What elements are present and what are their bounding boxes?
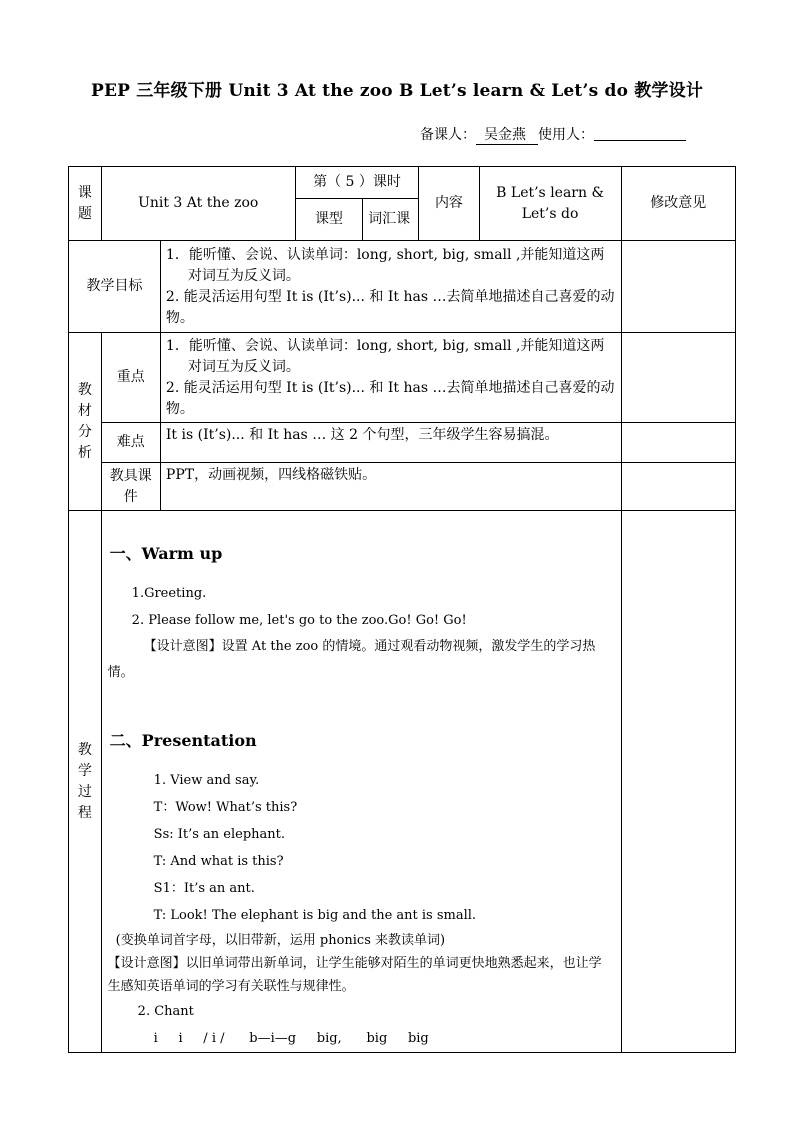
dialogue-line: S1：It’s an ant. bbox=[153, 881, 255, 896]
type-value: 词汇课 bbox=[363, 199, 419, 241]
tools-content: PPT，动画视频，四线格磁铁贴。 bbox=[160, 463, 621, 511]
revise-label: 修改意见 bbox=[621, 167, 735, 241]
difficulty-revise-cell bbox=[621, 423, 735, 463]
preparer-line bbox=[420, 124, 686, 145]
goals-label: 教学目标 bbox=[69, 241, 161, 333]
document-title: PEP 三年级下册 Unit 3 At the zoo B Let’s learn & Let’s do 教学设计 bbox=[90, 81, 704, 101]
warmup-step-2: 2. Please follow me, let's go to the zoo.Go! Go! Go! bbox=[131, 613, 467, 628]
key-points-label: 重点 bbox=[101, 333, 160, 423]
preparer-name: 吴金燕 bbox=[476, 124, 538, 145]
topic-label: 课题 bbox=[69, 167, 102, 241]
dialogue-line: T: And what is this? bbox=[153, 854, 284, 869]
key-points-content bbox=[160, 333, 621, 423]
key-revise-cell bbox=[621, 333, 735, 423]
tools-label: 教具课件 bbox=[101, 463, 160, 511]
process-content bbox=[101, 511, 621, 1053]
difficulty-content: It is (It’s)... 和 It has … 这 2 个句型，三年级学生容易搞混。 bbox=[160, 423, 621, 463]
goal-item-1: 1．能听懂、会说、认读单词：long, short, big, small ,并能知道这两对词互为反义词。 bbox=[165, 246, 605, 284]
user-label: 使用人： bbox=[538, 127, 594, 143]
dialogue-line: T：Wow! What’s this? bbox=[153, 800, 298, 815]
key-point-2: 2. 能灵活运用句型 It is (It’s)... 和 It has …去简单地描述自己喜爱的动物。 bbox=[165, 379, 615, 417]
user-blank bbox=[594, 125, 686, 141]
phonics-note: (变换单词首字母，以旧带新，运用 phonics 来教读单词) bbox=[115, 933, 446, 948]
preparer-label: 备课人： bbox=[420, 127, 476, 143]
analysis-label: 教材分析 bbox=[69, 333, 102, 511]
type-label: 课型 bbox=[295, 199, 362, 241]
goal-item-2: 2. 能灵活运用句型 It is (It’s)... 和 It has …去简单地描述自己喜爱的动物。 bbox=[165, 288, 615, 326]
dialogue-line: T: Look! The elephant is big and the ant is small. bbox=[153, 908, 477, 923]
chant-heading: 2. Chant bbox=[137, 1004, 194, 1019]
presentation-heading: 二、Presentation bbox=[109, 731, 257, 750]
goals-revise-cell bbox=[621, 241, 735, 333]
dialogue-line: Ss: It’s an elephant. bbox=[153, 827, 286, 842]
presentation-design-intent: 【设计意图】以旧单词带出新单词，让学生能够对陌生的单词更快地熟悉起来，也让学生感知英语单词的学习有关联性与规律性。 bbox=[107, 956, 602, 994]
chant-line: i i / i / b—i—g big, big big bbox=[153, 1031, 429, 1046]
process-revise-cell bbox=[621, 511, 735, 1053]
process-label: 教学过程 bbox=[69, 511, 102, 1053]
difficulty-label: 难点 bbox=[101, 423, 160, 463]
content-label: 内容 bbox=[419, 167, 479, 241]
presentation-step-1: 1. View and say. bbox=[153, 773, 260, 788]
key-point-1: 1．能听懂、会说、认读单词：long, short, big, small ,并能知道这两对词互为反义词。 bbox=[165, 337, 605, 375]
warmup-step-1: 1.Greeting. bbox=[131, 586, 207, 601]
unit-name: Unit 3 At the zoo bbox=[101, 167, 295, 241]
period-cell: 第（ 5 ）课时 bbox=[295, 167, 419, 199]
lesson-plan-table bbox=[68, 166, 736, 1053]
warmup-design-intent: 【设计意图】设置 At the zoo 的情境。通过观看动物视频，激发学生的学习热情。 bbox=[107, 639, 596, 680]
tools-revise-cell bbox=[621, 463, 735, 511]
content-value bbox=[479, 167, 621, 241]
warmup-heading: 一、Warm up bbox=[109, 544, 223, 563]
goals-content bbox=[160, 241, 621, 333]
content-value-line-2: Let’s do bbox=[521, 205, 579, 222]
content-value-line-1: B Let’s learn & bbox=[496, 184, 604, 201]
